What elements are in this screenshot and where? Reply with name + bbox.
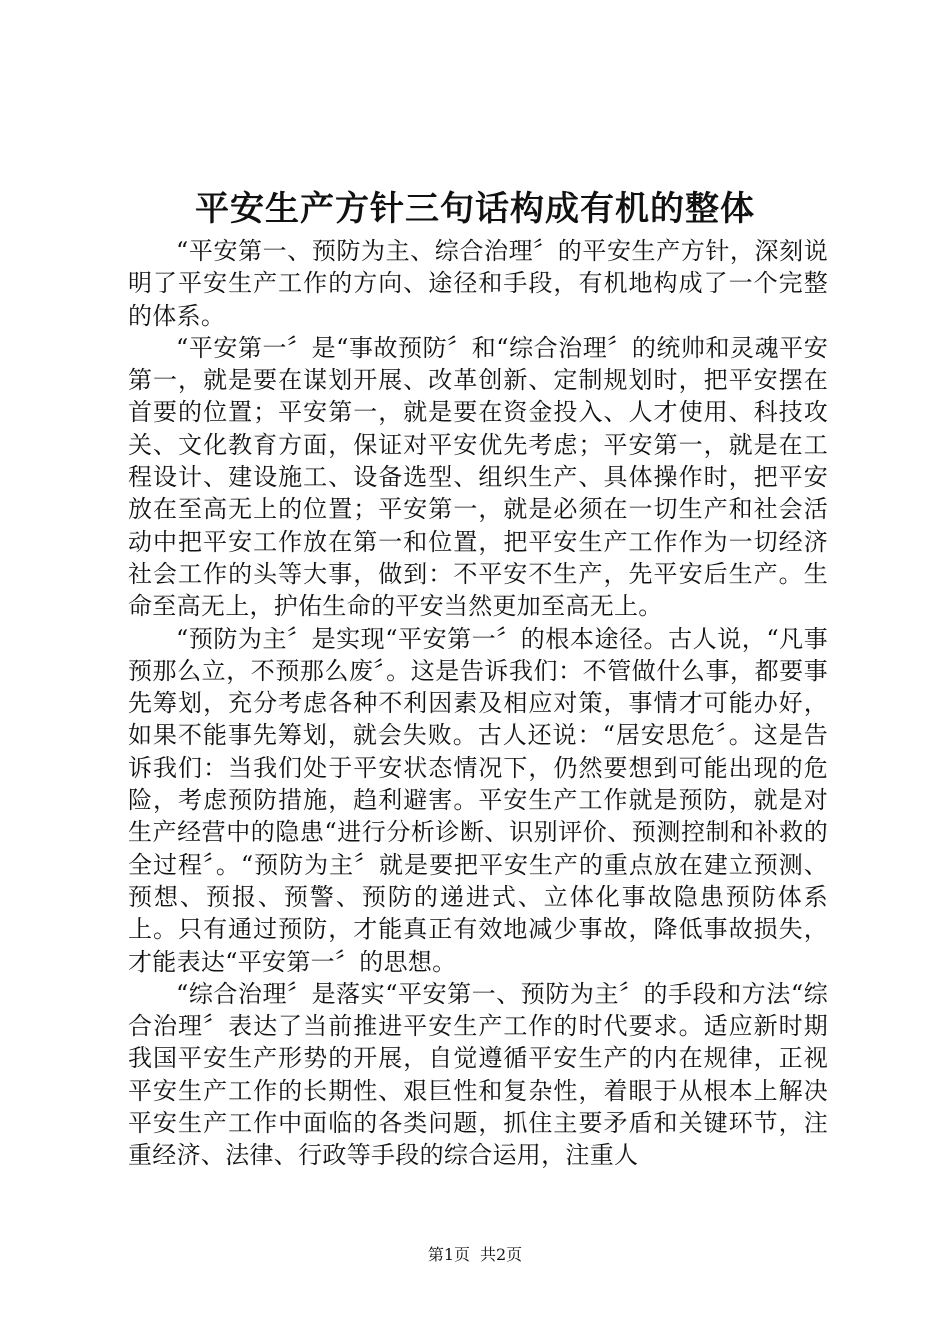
page-number: 第1页: [427, 1245, 470, 1264]
paragraph-4: “综合治理〞是落实“平安第一、预防为主〞的手段和方法“综合治理〞表达了当前推进平安生产工作的时代要求。适应新时期我国平安生产形势的开展，自觉遵循平安生产的内在规律，正视平安生产工作的长期性、艰巨性和复杂性，着眼于从根本上解决平安生产工作中面临的各类问题，抓住主要矛盾和关键环节，注重经济、法律、行政等手段的综合运用，注重人: [128, 979, 828, 1170]
paragraph-3: “预防为主〞是实现“平安第一〞的根本途径。古人说，“凡事预那么立，不预那么废〞。这是告诉我们：不管做什么事，都要事先筹划，充分考虑各种不利因素及相应对策，事情才可能办好，如果不能事先筹划，就会失败。古人还说：“居安思危〞。这是告诉我们：当我们处于平安状态情况下，仍然要想到可能出现的危险，考虑预防措施，趋利避害。平安生产工作就是预防，就是对生产经营中的隐患“进行分析诊断、识别评价、预测控制和补救的全过程〞。“预防为主〞就是要把平安生产的重点放在建立预测、预想、预报、预警、预防的递进式、立体化事故隐患预防体系上。只有通过预防，才能真正有效地减少事故，降低事故损失，才能表达“平安第一〞的思想。: [128, 624, 828, 976]
paragraph-1: “平安第一、预防为主、综合治理〞的平安生产方针，深刻说明了平安生产工作的方向、途径和手段，有机地构成了一个完整的体系。: [128, 237, 828, 330]
page-footer: [0, 1244, 950, 1266]
document-body: [128, 235, 828, 1172]
page-total: 共2页: [480, 1245, 523, 1264]
paragraph-2: “平安第一〞是“事故预防〞和“综合治理〞的统帅和灵魂平安第一，就是要在谋划开展、改革创新、定制规划时，把平安摆在首要的位置；平安第一，就是要在资金投入、人才使用、科技攻关、文化教育方面，保证对平安优先考虑；平安第一，就是在工程设计、建设施工、设备选型、组织生产、具体操作时，把平安放在至高无上的位置；平安第一，就是必须在一切生产和社会活动中把平安工作放在第一和位置，把平安生产工作作为一切经济社会工作的头等大事，做到：不平安不生产，先平安后生产。生命至高无上，护佑生命的平安当然更加至高无上。: [128, 333, 828, 621]
document-title: 平安生产方针三句话构成有机的整体: [195, 189, 755, 229]
